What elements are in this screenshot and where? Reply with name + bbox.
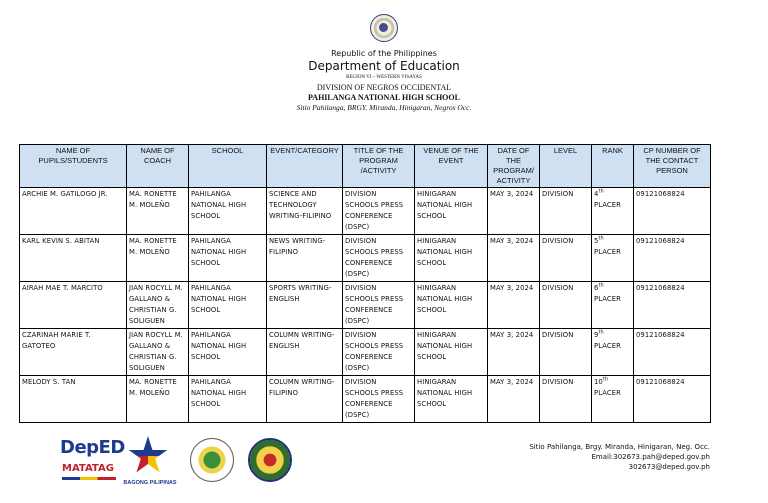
republic-line: Republic of the Philippines [331, 49, 437, 58]
cell-rank: 5th PLACER [592, 235, 634, 282]
cell-cp: 09121068824 [634, 188, 711, 235]
cell-rank: 9th PLACER [592, 329, 634, 376]
footer-address: Sitio Pahilanga, Brgy. Miranda, Hinigaran, Neg. Occ. [529, 443, 710, 451]
col-header-coach: NAME OF COACH [127, 145, 189, 188]
cell-school: PAHILANGA NATIONAL HIGH SCHOOL [189, 376, 267, 423]
cell-event: COLUMN WRITING-FILIPINO [267, 376, 343, 423]
cell-school: PAHILANGA NATIONAL HIGH SCHOOL [189, 188, 267, 235]
school-seal-icon [248, 438, 292, 482]
cell-level: DIVISION [540, 329, 592, 376]
col-header-title: TITLE OF THE PROGRAM /ACTIVITY [343, 145, 415, 188]
school-address: Sitio Pahilanga, BRGY. Miranda, Hinigaran, Negros Occ. [296, 103, 472, 112]
cell-title: DIVISION SCHOOLS PRESS CONFERENCE (DSPC) [343, 235, 415, 282]
division-line: DIVISION OF NEGROS OCCIDENTAL [316, 83, 452, 92]
sun-icon [128, 436, 168, 476]
cell-event: SPORTS WRITING-ENGLISH [267, 282, 343, 329]
table-row [20, 235, 711, 282]
deped-seal-icon [370, 14, 398, 42]
cell-title: DIVISION SCHOOLS PRESS CONFERENCE (DSPC) [343, 282, 415, 329]
cell-coach: MA. RONETTE M. MOLEÑO [127, 235, 189, 282]
cell-cp: 09121068824 [634, 235, 711, 282]
cell-date: MAY 3, 2024 [488, 376, 540, 423]
winners-table [19, 144, 711, 423]
cell-event: NEWS WRITING-FILIPINO [267, 235, 343, 282]
cell-level: DIVISION [540, 282, 592, 329]
cell-venue: HINIGARAN NATIONAL HIGH SCHOOL [415, 282, 488, 329]
cell-venue: HINIGARAN NATIONAL HIGH SCHOOL [415, 376, 488, 423]
cell-title: DIVISION SCHOOLS PRESS CONFERENCE (DSPC) [343, 376, 415, 423]
cell-school: PAHILANGA NATIONAL HIGH SCHOOL [189, 329, 267, 376]
cell-date: MAY 3, 2024 [488, 282, 540, 329]
cell-venue: HINIGARAN NATIONAL HIGH SCHOOL [415, 188, 488, 235]
cell-rank: 6th PLACER [592, 282, 634, 329]
cell-event: COLUMN WRITING-ENGLISH [267, 329, 343, 376]
deped-matatag-logo: DepED MATATAG [58, 437, 120, 483]
cell-level: DIVISION [540, 188, 592, 235]
footer-email-1: Email:302673.pah@deped.gov.ph [591, 453, 710, 461]
cell-title: DIVISION SCHOOLS PRESS CONFERENCE (DSPC) [343, 329, 415, 376]
cell-rank: 4th PLACER [592, 188, 634, 235]
col-header-rank: RANK [592, 145, 634, 188]
bagong-pilipinas-logo: BAGONG PILIPINAS [122, 436, 176, 490]
cell-coach: MA. RONETTE M. MOLEÑO [127, 376, 189, 423]
cell-student: ARCHIE M. GATILOGO JR. [20, 188, 127, 235]
col-header-event: EVENT/CATEGORY [267, 145, 343, 188]
table-row [20, 282, 711, 329]
col-header-cp: CP NUMBER OF THE CONTACT PERSON [634, 145, 711, 188]
cell-student: MELODY S. TAN [20, 376, 127, 423]
cell-event: SCIENCE AND TECHNOLOGY WRITING-FILIPINO [267, 188, 343, 235]
cell-venue: HINIGARAN NATIONAL HIGH SCHOOL [415, 329, 488, 376]
cell-coach: JIAN ROCYLL M. GALLANO & CHRISTIAN G. SOLIGUEN [127, 282, 189, 329]
table-header-row [20, 145, 711, 188]
cell-cp: 09121068824 [634, 282, 711, 329]
cell-school: PAHILANGA NATIONAL HIGH SCHOOL [189, 235, 267, 282]
department-title: Department of Education [308, 59, 460, 73]
table-row [20, 376, 711, 423]
col-header-date: DATE OF THE PROGRAM/ ACTIVITY [488, 145, 540, 188]
school-name: PAHILANGA NATIONAL HIGH SCHOOL [308, 93, 460, 102]
footer-email-2: 302673@deped.gov.ph [628, 463, 710, 471]
cell-coach: JIAN ROCYLL M. GALLANO & CHRISTIAN G. SOLIGUEN [127, 329, 189, 376]
cell-student: CZARINAH MARIE T. GATOTEO [20, 329, 127, 376]
table-row [20, 188, 711, 235]
cell-date: MAY 3, 2024 [488, 235, 540, 282]
cell-school: PAHILANGA NATIONAL HIGH SCHOOL [189, 282, 267, 329]
col-header-school: SCHOOL [189, 145, 267, 188]
cell-level: DIVISION [540, 376, 592, 423]
cell-student: AIRAH MAE T. MARCITO [20, 282, 127, 329]
cell-student: KARL KEVIN S. ABITAN [20, 235, 127, 282]
cell-coach: MA. RONETTE M. MOLEÑO [127, 188, 189, 235]
division-seal-icon [190, 438, 234, 482]
table-row [20, 329, 711, 376]
cell-venue: HINIGARAN NATIONAL HIGH SCHOOL [415, 235, 488, 282]
cell-date: MAY 3, 2024 [488, 188, 540, 235]
col-header-student: NAME OF PUPILS/STUDENTS [20, 145, 127, 188]
cell-title: DIVISION SCHOOLS PRESS CONFERENCE (DSPC) [343, 188, 415, 235]
cell-cp: 09121068824 [634, 376, 711, 423]
region-line: REGION VI – WESTERN VISAYAS [346, 75, 422, 80]
col-header-venue: VENUE OF THE EVENT [415, 145, 488, 188]
cell-date: MAY 3, 2024 [488, 329, 540, 376]
cell-rank: 10th PLACER [592, 376, 634, 423]
cell-level: DIVISION [540, 235, 592, 282]
col-header-level: LEVEL [540, 145, 592, 188]
cell-cp: 09121068824 [634, 329, 711, 376]
